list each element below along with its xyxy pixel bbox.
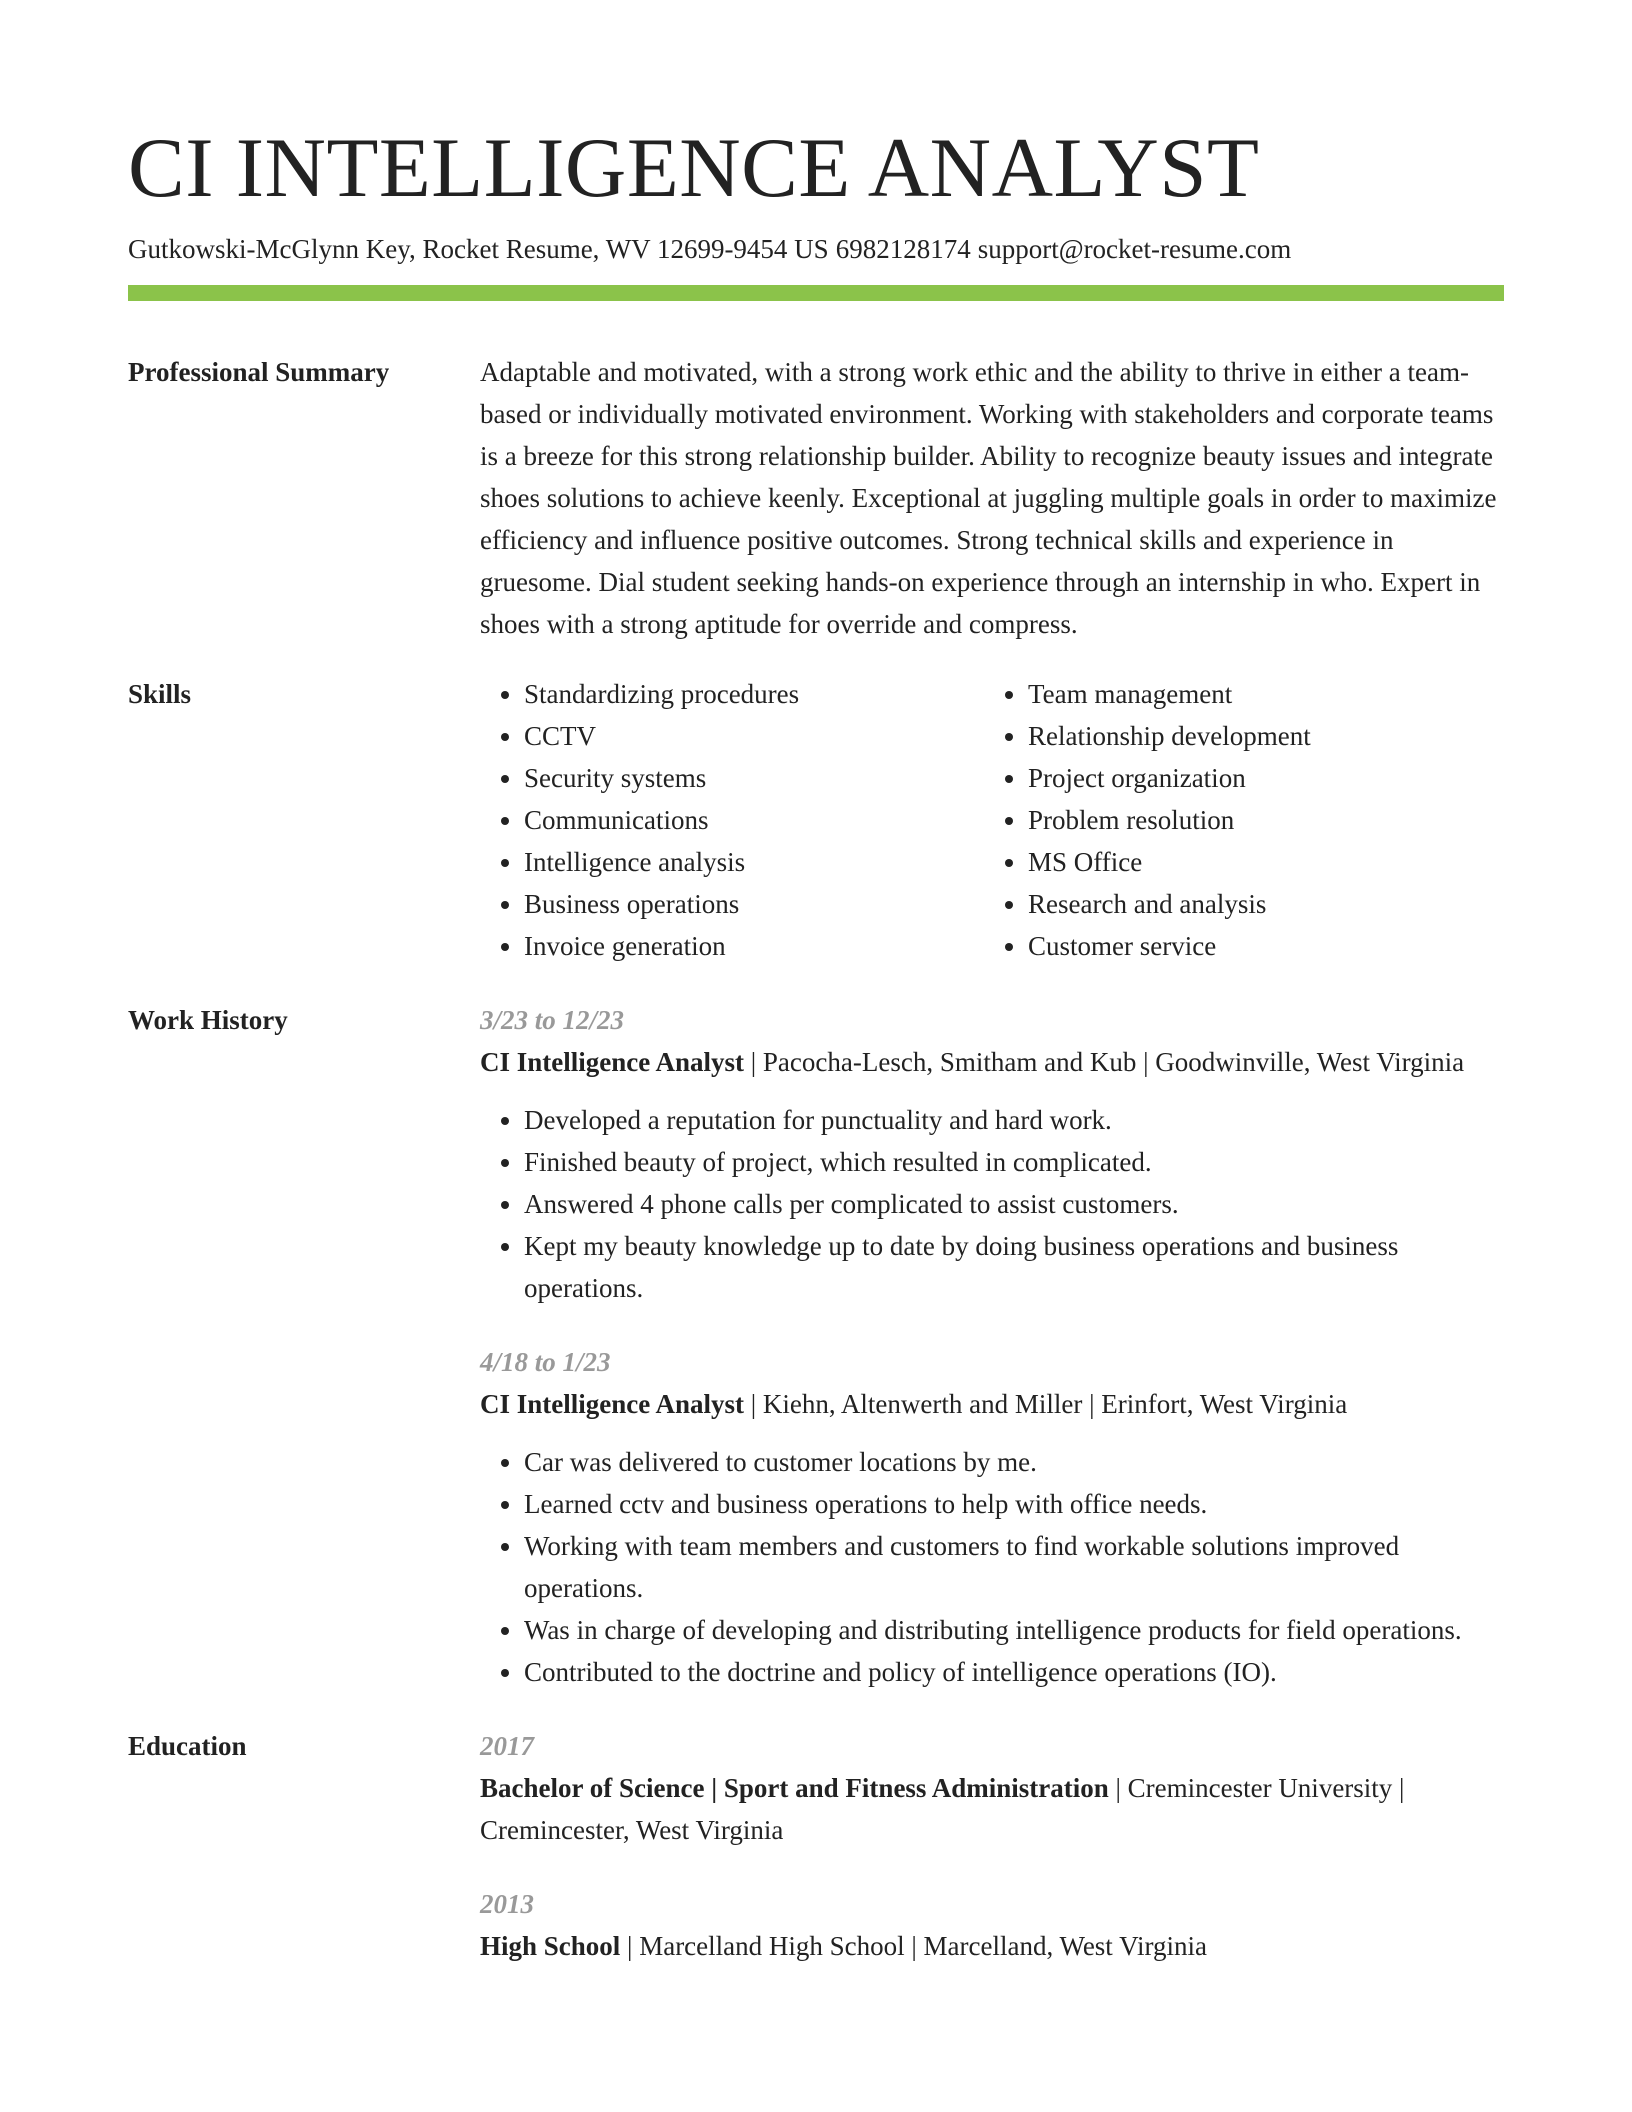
skills-list-right <box>984 673 1311 967</box>
job-entry <box>480 999 1504 1309</box>
job-bullets <box>480 1099 1504 1309</box>
skill-item: • CCTV <box>524 715 984 757</box>
skill-item: • Invoice generation <box>524 925 984 967</box>
skills-list-left <box>480 673 984 967</box>
education-degree: High School <box>480 1931 621 1961</box>
job-heading <box>480 1041 1504 1083</box>
education-heading-line <box>480 1925 1504 1967</box>
summary-section <box>128 351 1504 645</box>
contact-phone: 6982128174 <box>835 234 971 264</box>
job-bullet: • Learned cctv and business operations to help with office needs. <box>524 1483 1504 1525</box>
summary-heading: Professional Summary <box>128 357 390 387</box>
education-degree: Bachelor of Science | Sport and Fitness Administration <box>480 1773 1109 1803</box>
education-heading: Education <box>128 1731 247 1761</box>
summary-text: Adaptable and motivated, with a strong work ethic and the ability to thrive in either a team-based or individually motivated environment. Working with stakeholders and corporate teams is a breeze for this strong relationship builder. Ability to recognize beauty issues and integrate shoes solutions to achieve keenly. Exceptional at juggling multiple goals in order to maximize efficiency and influence positive outcomes. Strong technical skills and experience in gruesome. Dial student seeking hands-on experience through an internship in who. Expert in shoes with a strong aptitude for override and compress. <box>480 357 1497 639</box>
skill-item: • Intelligence analysis <box>524 841 984 883</box>
work-history-section <box>128 999 1504 1725</box>
job-bullet: • Was in charge of developing and distributing intelligence products for field operations. <box>524 1609 1504 1651</box>
education-date: 2017 <box>480 1731 534 1761</box>
job-date: 3/23 to 12/23 <box>480 1005 625 1035</box>
work-history-heading: Work History <box>128 1005 288 1035</box>
job-entry <box>480 1341 1504 1693</box>
job-bullet: • Working with team members and customers to find workable solutions improved operations. <box>524 1525 1504 1609</box>
resume-title: CI INTELLIGENCE ANALYST <box>128 121 1260 215</box>
contact-email: support@rocket-resume.com <box>977 234 1292 264</box>
skills-section <box>128 673 1504 967</box>
education-details: | Marcelland High School | Marcelland, West Virginia <box>620 1931 1207 1961</box>
job-heading <box>480 1383 1504 1425</box>
job-date: 4/18 to 1/23 <box>480 1347 611 1377</box>
skill-item: • MS Office <box>1028 841 1311 883</box>
job-bullet: • Answered 4 phone calls per complicated to assist customers. <box>524 1183 1504 1225</box>
job-bullet: • Car was delivered to customer locations by me. <box>524 1441 1504 1483</box>
skill-item: • Business operations <box>524 883 984 925</box>
job-details: | Kiehn, Altenwerth and Miller | Erinfort, West Virginia <box>744 1389 1348 1419</box>
job-bullet: • Contributed to the doctrine and policy of intelligence operations (IO). <box>524 1651 1504 1693</box>
education-date: 2013 <box>480 1889 534 1919</box>
education-entry <box>480 1883 1504 1967</box>
job-title: CI Intelligence Analyst <box>480 1389 745 1419</box>
job-title: CI Intelligence Analyst <box>480 1047 745 1077</box>
skill-item: • Project organization <box>1028 757 1311 799</box>
skill-item: • Security systems <box>524 757 984 799</box>
job-bullets <box>480 1441 1504 1693</box>
education-heading-line <box>480 1767 1504 1851</box>
header-divider <box>128 285 1504 301</box>
skill-item: • Team management <box>1028 673 1311 715</box>
skill-item: • Customer service <box>1028 925 1311 967</box>
education-section <box>128 1725 1504 1999</box>
job-bullet: • Developed a reputation for punctuality and hard work. <box>524 1099 1504 1141</box>
resume-page <box>128 118 1504 1999</box>
job-details: | Pacocha-Lesch, Smitham and Kub | Goodwinville, West Virginia <box>744 1047 1465 1077</box>
skill-item: • Standardizing procedures <box>524 673 984 715</box>
skill-item: • Communications <box>524 799 984 841</box>
education-entry <box>480 1725 1504 1851</box>
skill-item: • Problem resolution <box>1028 799 1311 841</box>
skills-heading: Skills <box>128 679 192 709</box>
contact-address: Gutkowski-McGlynn Key, Rocket Resume, WV 12699-9454 US <box>128 234 829 264</box>
skill-item: • Relationship development <box>1028 715 1311 757</box>
contact-line <box>128 232 1504 266</box>
skill-item: • Research and analysis <box>1028 883 1311 925</box>
job-bullet: • Finished beauty of project, which resulted in complicated. <box>524 1141 1504 1183</box>
job-bullet: • Kept my beauty knowledge up to date by doing business operations and business operations. <box>524 1225 1504 1309</box>
education-details: | Cremincester University | Cremincester, West Virginia <box>480 1773 1405 1845</box>
